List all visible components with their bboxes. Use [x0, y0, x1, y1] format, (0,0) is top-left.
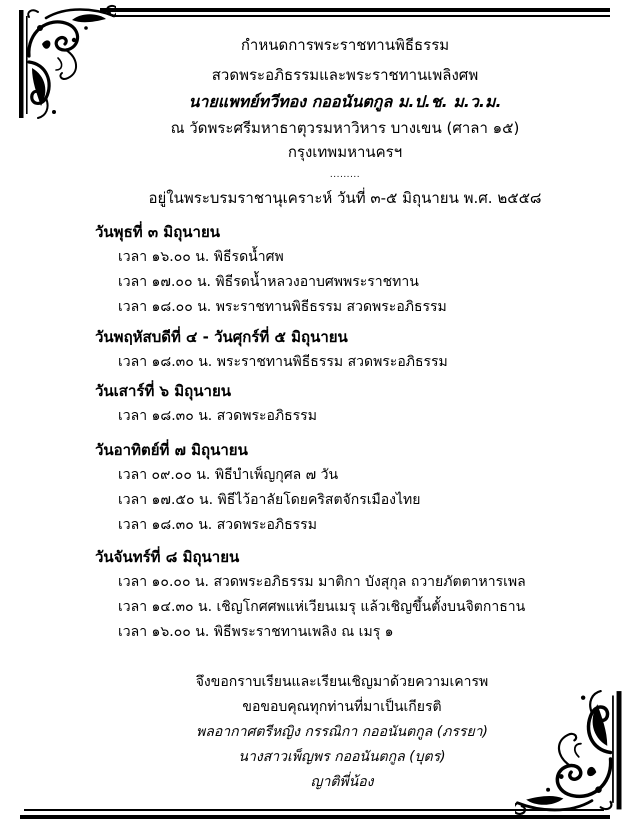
- venue: ณ วัดพระศรีมหาธาตุวรมหาวิหาร บางเขน (ศาลา ๑๕): [170, 119, 520, 137]
- item-time: เวลา ๐๙.๐๐ น.: [118, 467, 211, 483]
- day-heading: วันพุธที่ ๓ มิถุนายน: [95, 223, 220, 241]
- item-activity: เชิญโกศศพแห่เวียนเมรุ แล้วเชิญขึ้นตั้งบนจิตกาธาน: [216, 599, 526, 615]
- schedule-day-section: [95, 378, 625, 429]
- document-footer: [142, 670, 542, 795]
- separator-dots: .........: [329, 170, 361, 180]
- corner-ornament-top-left-icon: [16, 4, 116, 119]
- deceased-name: นายแพทย์ทวีทอง กออนันตกูล ม.ป.ช. ม.ว.ม.: [188, 92, 502, 111]
- schedule-item: [95, 270, 625, 295]
- item-activity: พิธีไว้อาลัยโดยคริสตจักรเมืองไทย: [217, 492, 421, 508]
- thanks-line: ขอขอบคุณทุกท่านที่มาเป็นเกียรติ: [242, 699, 442, 715]
- item-activity: พิธีบำเพ็ญกุศล ๗ วัน: [214, 467, 339, 483]
- schedule-day-section: [95, 437, 625, 538]
- schedule-item: [95, 620, 625, 645]
- item-activity: สวดพระอภิธรรม มาติกา บังสุกุล ถวายภัตตาหารเพล: [213, 574, 526, 590]
- day-heading: วันอาทิตย์ที่ ๗ มิถุนายน: [95, 441, 248, 459]
- item-time: เวลา ๑๘.๓๐ น.: [118, 408, 213, 424]
- schedule-day-section: [95, 324, 625, 375]
- schedule-day-section: [95, 544, 625, 645]
- item-activity: พระราชทานพิธีธรรม สวดพระอภิธรรม: [216, 354, 448, 370]
- day-heading: วันพฤหัสบดีที่ ๔ - วันศุกร์ที่ ๕ มิถุนายน: [95, 328, 348, 346]
- item-time: เวลา ๑๘.๓๐ น.: [118, 354, 213, 370]
- host-name: พลอากาศตรีหญิง กรรณิกา กออนันตกูล (ภรรยา): [196, 724, 488, 740]
- schedule-item: [95, 595, 625, 620]
- item-time: เวลา ๑๗.๕๐ น.: [118, 492, 214, 508]
- schedule-item: [95, 295, 625, 320]
- city: กรุงเทพมหานครฯ: [287, 143, 403, 161]
- item-time: เวลา ๑๔.๓๐ น.: [118, 599, 213, 615]
- schedule-item: [95, 245, 625, 270]
- day-heading: วันจันทร์ที่ ๘ มิถุนายน: [95, 548, 240, 566]
- item-activity: สวดพระอภิธรรม: [216, 517, 317, 533]
- document-subtitle: สวดพระอภิธรรมและพระราชทานเพลิงศพ: [211, 66, 479, 84]
- item-time: เวลา ๑๘.๐๐ น.: [118, 299, 212, 315]
- item-time: เวลา ๑๗.๐๐ น.: [118, 274, 211, 290]
- day-heading: วันเสาร์ที่ ๖ มิถุนายน: [95, 382, 231, 400]
- item-activity: พระราชทานพิธีธรรม สวดพระอภิธรรม: [215, 299, 447, 315]
- item-activity: สวดพระอภิธรรม: [216, 408, 317, 424]
- item-time: เวลา ๑๖.๐๐ น.: [118, 624, 210, 640]
- schedule-item: [95, 488, 625, 513]
- schedule-day-section: [95, 219, 625, 320]
- schedule-item: [95, 513, 625, 538]
- host-name: นางสาวเพ็ญพร กออนันตกูล (บุตร): [238, 749, 446, 765]
- document-header: [145, 0, 545, 215]
- item-time: เวลา ๑๖.๐๐ น.: [118, 249, 210, 265]
- royal-patronage-line: อยู่ในพระบรมราชานุเคราะห์ วันที่ ๓-๕ มิถุนายน พ.ศ. ๒๕๕๘: [148, 189, 542, 207]
- item-activity: พิธีรดน้ำหลวงอาบศพพระราชทาน: [215, 274, 419, 290]
- item-time: เวลา ๑๐.๐๐ น.: [118, 574, 209, 590]
- item-time: เวลา ๑๘.๓๐ น.: [118, 517, 213, 533]
- document-title: กำหนดการพระราชทานพิธีธรรม: [240, 36, 450, 54]
- schedule-item: [95, 463, 625, 488]
- item-activity: พิธีพระราชทานเพลิง ณ เมรุ ๑: [213, 624, 394, 640]
- host-name: ญาติพี่น้อง: [310, 774, 374, 790]
- schedule-item: [95, 350, 625, 375]
- invitation-line: จึงขอกราบเรียนและเรียนเชิญมาด้วยความเคารพ: [195, 674, 489, 690]
- item-activity: พิธีรดน้ำศพ: [213, 249, 284, 265]
- schedule-item: [95, 570, 625, 595]
- schedule-item: [95, 404, 625, 429]
